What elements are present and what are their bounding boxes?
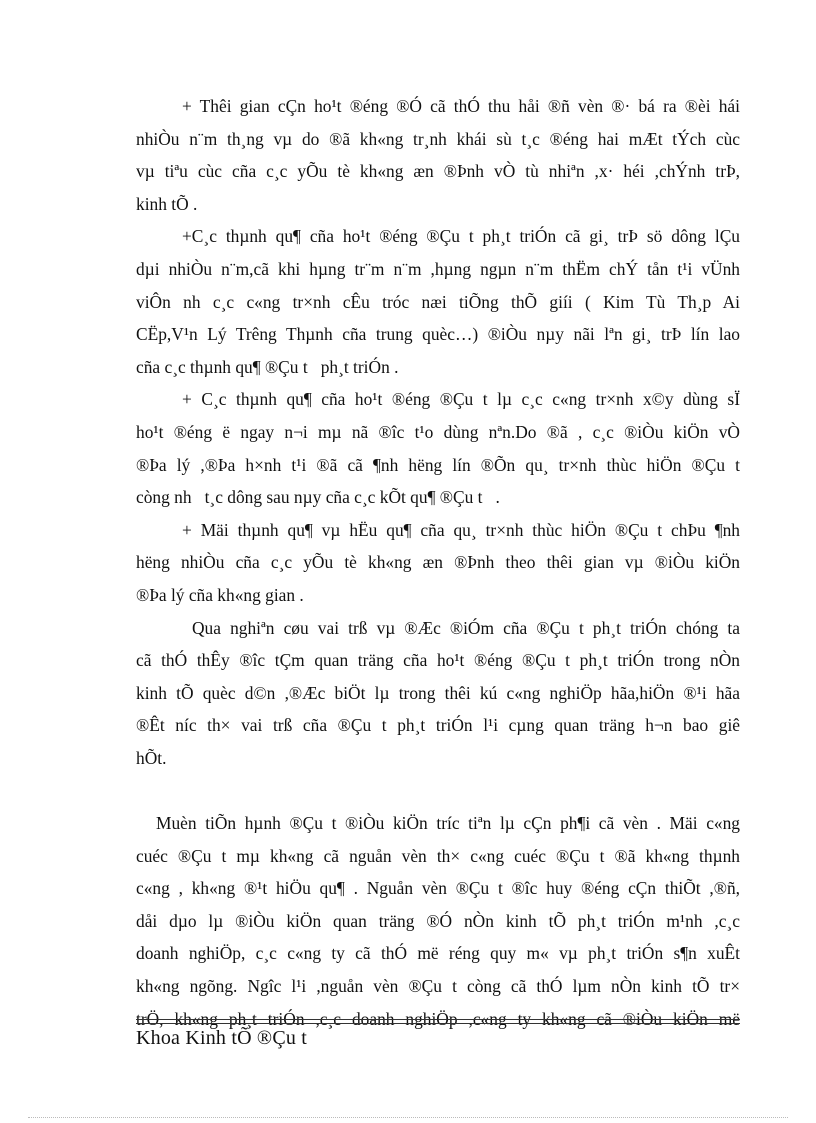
text-line: hëng nhiÒu cña c¸c yÕu tè kh«ng æn ®Þnh theo thêi gian vµ ®iÒu kiÖn	[136, 552, 740, 573]
text-line: +C¸c thµnh qu¶ cña ho¹t ®éng ®Çu t ph¸t triÓn cã gi¸ trÞ sö dông lÇu	[182, 226, 740, 247]
text-line: nhiÒu n¨m th¸ng vµ do ®ã kh«ng tr¸nh khái sù t¸c ®éng hai mÆt tÝch cùc	[136, 128, 740, 149]
section-paragraph	[136, 807, 740, 1035]
footer-title: Khoa Kinh tÕ ®Çu t	[136, 1027, 308, 1049]
text-line: kh«ng ngõng. Ngîc l¹i ,nguån vèn ®Çu t còng cã thÓ lµm nÒn kinh tÕ tr×	[136, 976, 740, 997]
paragraph-3	[136, 383, 740, 513]
text-line: CËp,V¹n Lý Trêng Thµnh cña trung quèc…) ®iÒu nµy nãi lªn gi¸ trÞ lín lao	[136, 324, 740, 345]
body-text	[136, 90, 740, 1035]
section-heading	[136, 774, 740, 807]
text-line: cña c¸c thµnh qu¶ ®Çu t ph¸t triÓn .	[136, 356, 399, 377]
paragraph-4	[136, 514, 740, 612]
text-line: trÖ, kh«ng ph¸t triÓn ,c¸c doanh nghiÖp ,c«ng ty kh«ng cã ®iÒu kiÖn më	[136, 1008, 740, 1029]
text-line: viÔn nh c¸c c«ng tr×nh cÊu tróc næi tiÕng thÕ giíi ( Kim Tù Th¸p Ai	[136, 291, 740, 312]
text-line: còng nh t¸c dông sau nµy cña c¸c kÕt qu¶ ®Çu t .	[136, 487, 500, 508]
text-line: Qua nghiªn cøu vai trß vµ ®Æc ®iÓm cña ®Çu t ph¸t triÓn chóng ta	[192, 617, 740, 638]
text-line: c«ng , kh«ng ®¹t hiÖu qu¶ . Nguån vèn ®Çu t ®îc huy ®éng cÇn thiÕt ,®ñ,	[136, 878, 740, 899]
text-line: cuéc ®Çu t mµ kh«ng cã nguån vèn th× c«ng cuéc ®Çu t ®ã kh«ng thµnh	[136, 845, 740, 866]
text-line: dµi nhiÒu n¨m,cã khi hµng tr¨m n¨m ,hµng ngµn n¨m thËm chÝ tån t¹i vÜnh	[136, 258, 740, 279]
text-line: Muèn tiÕn hµnh ®Çu t ®iÒu kiÖn tríc tiªn lµ cÇn ph¶i cã vèn . Mäi c«ng	[156, 813, 740, 834]
footer-rule-bottom	[136, 1023, 740, 1024]
text-line: kinh tÕ .	[136, 193, 198, 214]
paragraph-2	[136, 220, 740, 383]
text-line: kinh tÕ quèc d©n ,®Æc biÖt lµ trong thêi kú c«ng nghiÖp hãa,hiÖn ®¹i hãa	[136, 682, 740, 703]
text-line: cã thÓ thÊy ®îc tÇm quan träng cña ho¹t ®éng ®Çu t ph¸t triÓn trong nÒn	[136, 650, 740, 671]
text-line: + Mäi thµnh qu¶ vµ hËu qu¶ cña qu¸ tr×nh thùc hiÖn ®Çu t chÞu ¶nh	[182, 519, 740, 540]
text-line: doanh nghiÖp, c¸c c«ng ty cã thÓ më réng quy m« vµ ph¸t triÓn s¶n xuÊt	[136, 943, 740, 964]
text-line: ®Êt níc th× vai trß cña ®Çu t ph¸t triÓn l¹i cµng quan träng h¬n bao giê	[136, 715, 740, 736]
text-line: + Thêi gian cÇn ho¹t ®éng ®Ó cã thÓ thu håi ®ñ vèn ®· bá ra ®èi hái	[182, 96, 740, 116]
text-line: ho¹t ®éng ë ngay n¬i mµ nã ®îc t¹o dùng nªn.Do ®ã , c¸c ®iÒu kiÖn vÒ	[136, 421, 740, 442]
text-line: hÕt.	[136, 747, 167, 768]
text-line: ®Þa lý ,®Þa h×nh t¹i ®ã cã ¶nh hëng lín ®Õn qu¸ tr×nh thùc hiÖn ®Çu t	[136, 454, 740, 475]
text-line: ®Þa lý cña kh«ng gian .	[136, 584, 304, 605]
footer-rule-top	[136, 1019, 740, 1020]
text-line: dåi dµo lµ ®iÒu kiÖn quan träng ®Ó nÒn kinh tÕ ph¸t triÓn m¹nh ,c¸c	[136, 910, 740, 931]
paragraph-5	[136, 612, 740, 775]
text-line: vµ tiªu cùc cña c¸c yÕu tè kh«ng æn ®Þnh vÒ tù nhiªn ,x· héi ,chÝnh trÞ,	[136, 161, 740, 182]
page-bottom-divider	[28, 1117, 788, 1118]
paragraph-1	[136, 90, 740, 220]
text-line: + C¸c thµnh qu¶ cña ho¹t ®éng ®Çu t lµ c¸c c«ng tr×nh x©y dùng sÏ	[182, 389, 740, 410]
